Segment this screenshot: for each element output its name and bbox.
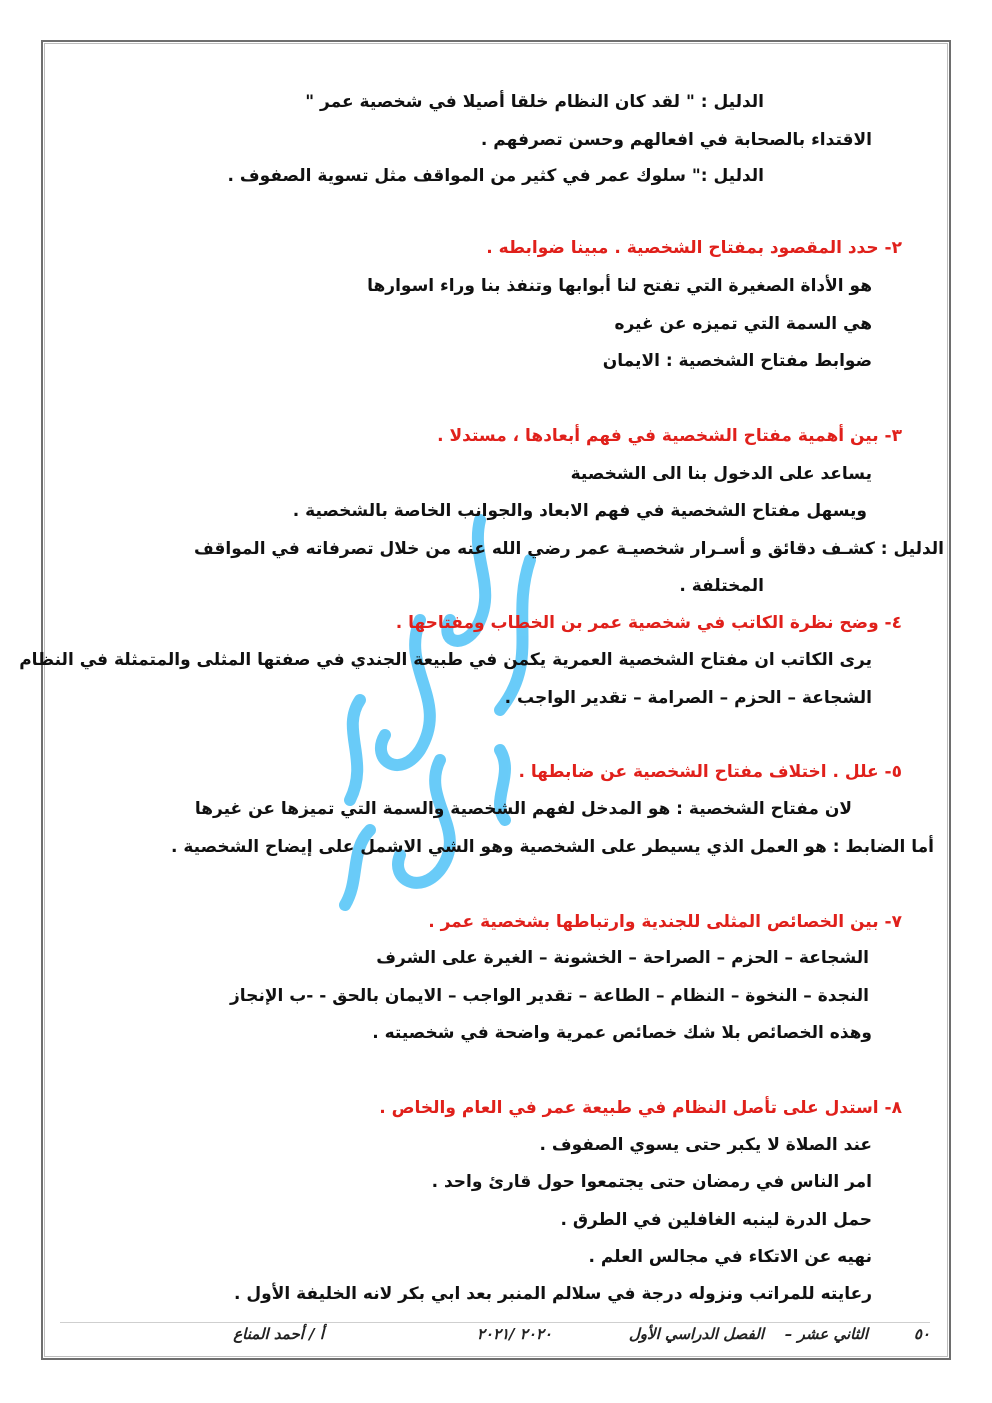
question-2-heading: ٢- حدد المقصود بمفتاح الشخصية . مبينا ضوابطه .: [486, 238, 902, 258]
text-line: النجدة – النخوة – النظام – الطاعة – تقدير الواجب – الايمان بالحق - -ب الإنجاز: [230, 986, 869, 1006]
text-line: يرى الكاتب ان مفتاح الشخصية العمرية يكمن في طبيعة الجندي في صفتها المثلى والمتمثلة في النظام: [19, 650, 872, 670]
question-5-heading: ٥- علل . اختلاف مفتاح الشخصية عن ضابطها .: [518, 762, 902, 782]
text-line: ضوابط مفتاح الشخصية : الايمان: [602, 351, 872, 371]
footer-term: الفصل الدراسي الأول: [628, 1325, 764, 1343]
footer-grade: الثاني عشر –: [784, 1325, 868, 1343]
text-line: الشجاعة – الحزم – الصراحة – الخشونة – الغيرة على الشرف: [376, 948, 869, 968]
text-line: هي السمة التي تميزه عن غيره: [614, 314, 872, 334]
question-7-heading: ٧- بين الخصائص المثلى للجندية وارتباطها بشخصية عمر .: [428, 912, 902, 932]
text-line: نهيه عن الاتكاء في مجالس العلم .: [588, 1247, 872, 1267]
question-3-heading: ٣- بين أهمية مفتاح الشخصية في فهم أبعادها ، مستدلا .: [437, 426, 902, 446]
footer-divider: [60, 1322, 930, 1323]
question-4-heading: ٤- وضح نظرة الكاتب في شخصية عمر بن الخطاب ومفتاحها .: [395, 613, 902, 633]
text-line: وهذه الخصائص بلا شك خصائص عمرية واضحة في شخصيته .: [372, 1023, 872, 1043]
text-line: عند الصلاة لا يكبر حتى يسوي الصفوف .: [539, 1135, 872, 1155]
text-line: لان مفتاح الشخصية : هو المدخل لفهم الشخصية والسمة التي تميزها عن غيرها: [194, 799, 852, 819]
text-line: الشجاعة – الحزم – الصرامة – تقدير الواجب .: [504, 688, 872, 708]
text-line: المختلفة .: [679, 576, 764, 596]
text-line: رعايته للمراتب ونزوله درجة في سلالم المنبر بعد ابي بكر لانه الخليفة الأول .: [234, 1284, 872, 1304]
page-number: ٥٠: [913, 1325, 930, 1343]
question-8-heading: ٨- استدل على تأصل النظام في طبيعة عمر في العام والخاص .: [379, 1098, 902, 1118]
text-line: امر الناس في رمضان حتى يجتمعوا حول قارئ واحد .: [431, 1172, 872, 1192]
footer-year: ٢٠٢٠ /٢٠٢١: [476, 1325, 552, 1343]
text-line: الاقتداء بالصحابة في افعالهم وحسن تصرفهم .: [480, 130, 872, 150]
text-line: ويسهل مفتاح الشخصية في فهم الابعاد والجوانب الخاصة بالشخصية .: [292, 501, 867, 521]
text-line: هو الأداة الصغيرة التي تفتح لنا أبوابها وتنفذ بنا وراء اسوارها: [367, 276, 872, 296]
text-line: حمل الدرة لينبه الغافلين في الطرق .: [560, 1210, 872, 1230]
text-line: يساعد على الدخول بنا الى الشخصية: [570, 464, 872, 484]
text-line: أما الضابط : هو العمل الذي يسيطر على الشخصية وهو الشي الاشمل على إيضاح الشخصية .: [170, 837, 934, 857]
text-line: الدليل : كشـف دقائق و أسـرار شخصيـة عمر رضي الله عنه من خلال تصرفاته في المواقف: [194, 539, 944, 559]
footer-author: أ / أحمد المناع: [233, 1325, 324, 1343]
text-line: الدليل :" سلوك عمر في كثير من المواقف مثل تسوية الصفوف .: [227, 166, 764, 186]
text-line: الدليل : " لقد كان النظام خلقا أصيلا في شخصية عمر ": [305, 92, 764, 112]
